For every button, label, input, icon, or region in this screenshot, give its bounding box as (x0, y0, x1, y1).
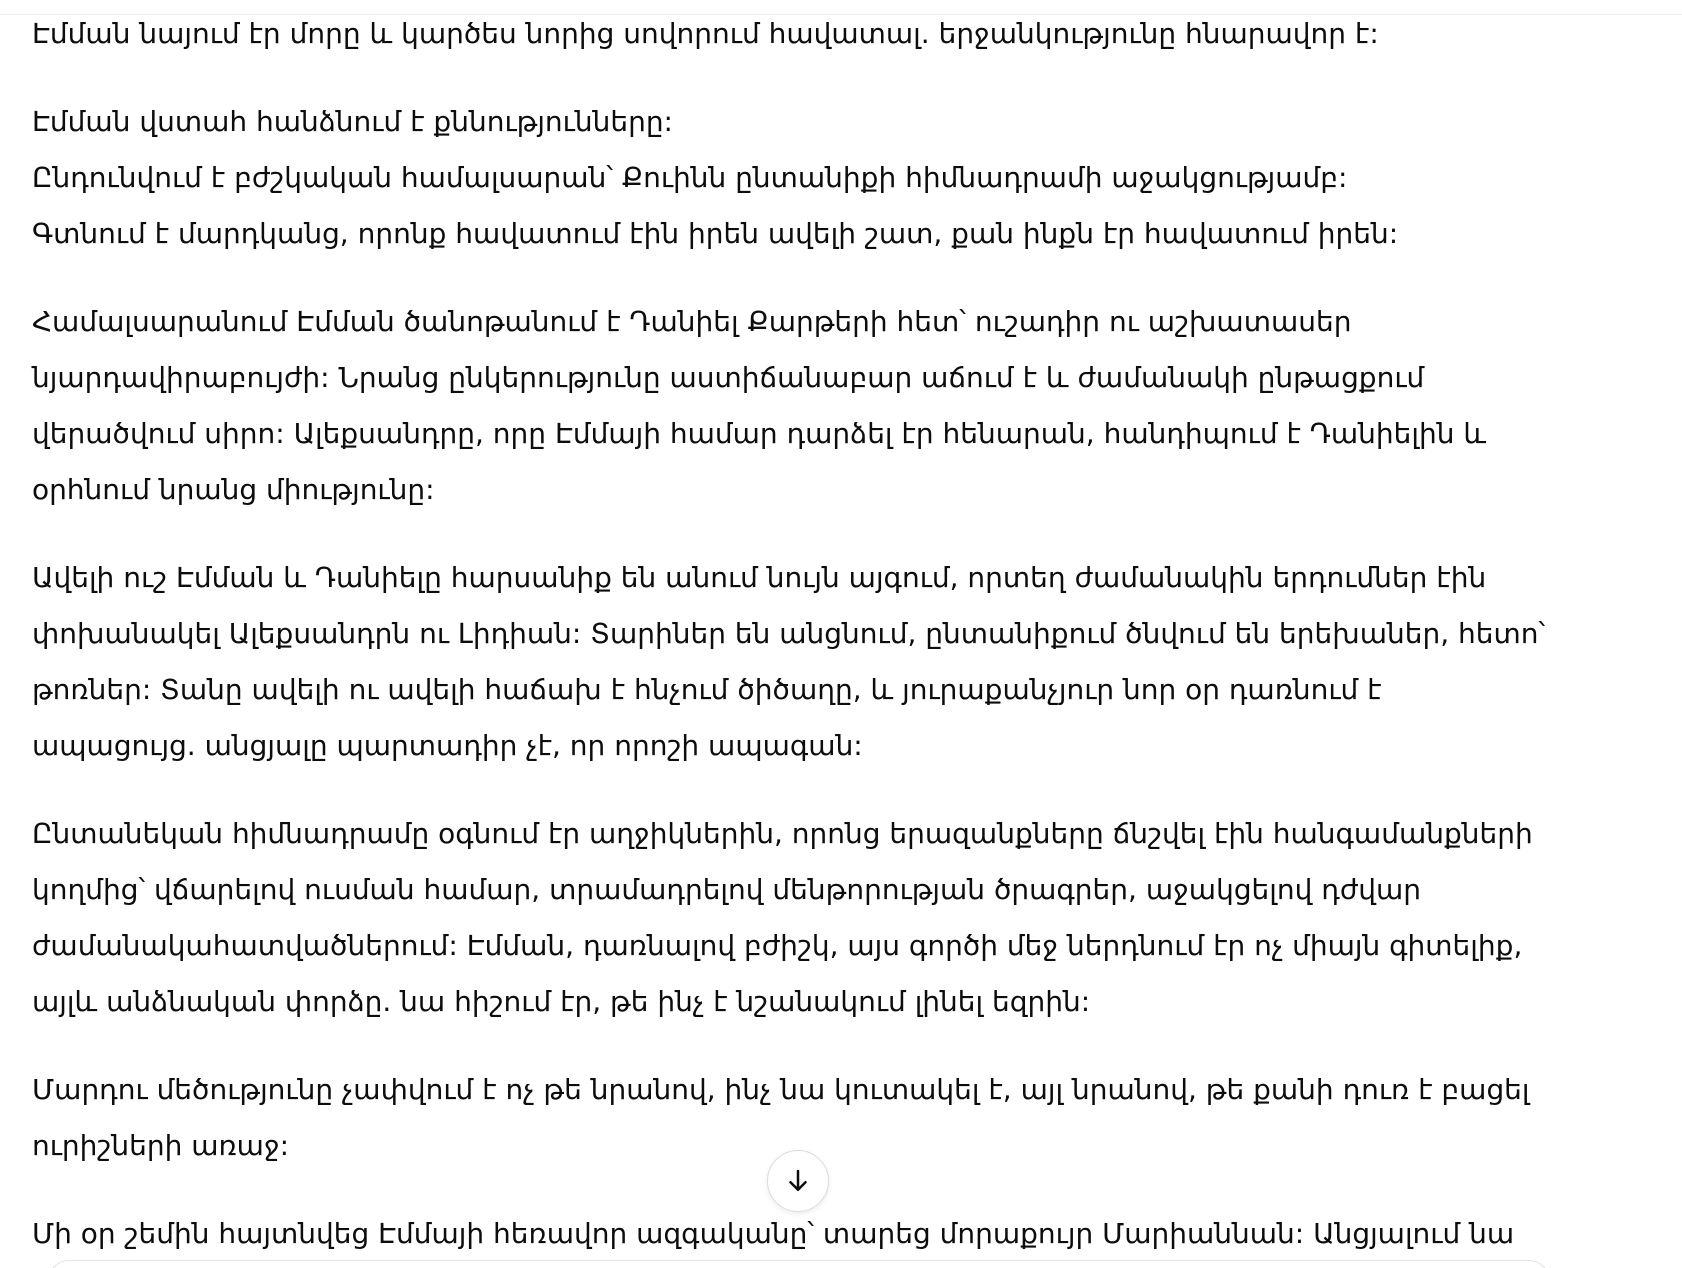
message-paragraph (32, 1206, 1572, 1262)
message-paragraph (32, 806, 1572, 1030)
text-line: թոռներ: Տանը ավելի ու ավելի հաճախ է հնչում ծիծաղը, և յուրաքանչյուր նոր օր դառնում է (32, 673, 1382, 706)
text-line: Էմման վստահ հանձնում է քննությունները: (32, 105, 673, 138)
arrow-down-icon (783, 1166, 813, 1196)
text-line: այլև անձնական փորձը. նա հիշում էր, թե ինչ է նշանակում լինել եզրին: (32, 985, 1091, 1018)
message-paragraph (32, 294, 1572, 518)
message-paragraph (32, 550, 1572, 774)
text-line: վերածվում սիրո: Ալեքսանդրը, որը Էմմայի համար դարձել էր հենարան, հանդիպում է Դանիելին և (32, 417, 1487, 450)
message-paragraph (32, 6, 1572, 62)
text-line: Համալսարանում Էմման ծանոթանում է Դանիել Քարթերի հետ՝ ուշադիր ու աշխատասեր (32, 305, 1352, 338)
text-line: փոխանակել Ալեքսանդրն ու Լիդիան: Տարիներ են անցնում, ընտանիքում ծնվում են երեխաներ, հետո՝ (32, 617, 1546, 650)
text-line: Գտնում է մարդկանց, որոնք հավատում էին իրեն ավելի շատ, քան ինքն էր հավատում իրեն: (32, 217, 1399, 250)
text-line: ուրիշների առաջ: (32, 1129, 290, 1162)
assistant-message (32, 6, 1572, 1268)
text-line: Էմման նայում էր մորը և կարծես նորից սովորում հավատալ. երջանկությունը հնարավոր է: (32, 17, 1379, 50)
message-paragraph (32, 94, 1572, 262)
text-line: Ընտանեկան հիմնադրամը օգնում էր աղջիկներին, որոնց երազանքները ճնշվել էին հանգամանքների (32, 817, 1533, 850)
text-line: ժամանակահատվածներում: Էմման, դառնալով բժիշկ, այս գործի մեջ ներդնում էր ոչ միայն գիտելիք, (32, 929, 1523, 962)
message-composer[interactable] (48, 1260, 1550, 1268)
text-line: ապացույց. անցյալը պարտադիր չէ, որ որոշի ապագան: (32, 729, 863, 762)
text-line: նյարդավիրաբույժի: Նրանց ընկերությունը աստիճանաբար աճում է և ժամանակի ընթացքում (32, 361, 1425, 394)
text-line: օրհնում նրանց միությունը: (32, 473, 435, 506)
scroll-to-bottom-button[interactable] (767, 1150, 829, 1212)
text-line: կողմից՝ վճարելով ուսման համար, տրամադրելով մենթորության ծրագրեր, աջակցելով դժվար (32, 873, 1422, 906)
text-line: Մի օր շեմին հայտնվեց Էմմայի հեռավոր ազգականը՝ տարեց մորաքույր Մարիաննան: Անցյալում նա (32, 1217, 1515, 1250)
text-line: Ընդունվում է բժշկական համալսարան՝ Քուինն ընտանիքի հիմնադրամի աջակցությամբ: (32, 161, 1348, 194)
text-line: Մարդու մեծությունը չափվում է ոչ թե նրանով, ինչ նա կուտակել է, այլ նրանով, թե քանի դուռ է բացել (32, 1073, 1530, 1106)
text-line: Ավելի ուշ Էմման և Դանիելը հարսանիք են անում նույն այգում, որտեղ ժամանակին երդումներ էին (32, 561, 1487, 594)
